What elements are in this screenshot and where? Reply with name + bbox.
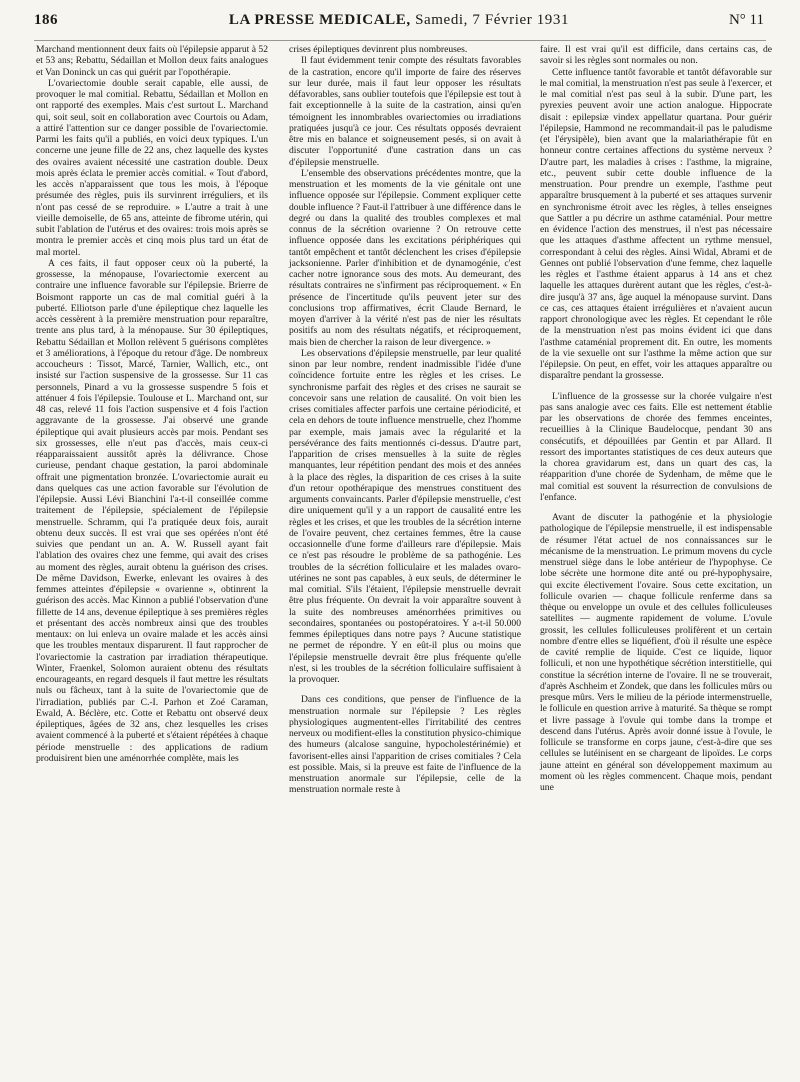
paragraph: Il faut évidemment tenir compte des résultats favorables de la castration, encore qu'il importe de faire des réserves sur leur durée, mais il faut leur opposer les résultats défavorables, sans oublier toutefois que l'épilepsie est tout à fait exceptionnelle à la suite de la castration, ainsi qu'en témoignent les innombrables ovariectomies ou irradiations pratiquées jusqu'à ce jour. Ces résultats opposés devraient être mis en balance et soigneusement pesés, si on avait à discuter l'opportunité d'une castration dans un cas d'épilepsie menstruelle. [289, 55, 521, 168]
paragraph: L'ovariectomie double serait capable, elle aussi, de provoquer le mal comitial. Rebattu, Sédaillan et Mollon en ont rapporté des exemples. Mais c'est surtout L. Marchand qui, soit seul, soit en collaboration avec Courtois ou Adam, a attiré l'attention sur ce danger possible de l'ovariectomie. Parmi les faits qu'il a publiés, en voici deux typiques. L'un concerne une jeune fille de 22 ans, chez laquelle des kystes des ovaires avaient nécessité une castration double. Deux mois après éclata le premier accès comitial. « Tout d'abord, les accès n'apparaissent que tous les mois, à l'époque présumée des règles, puis ils survinrent irréguliers, et ils n'ont pas cessé de se reproduire. » L'autre a trait à une vieille demoiselle, de 65 ans, atteinte de fibrome utérin, qui subit l'ablation de l'utérus et des ovaires: trois mois après se montra le premier accès et cinq mois plus tard un état de mal mortel. [36, 77, 268, 258]
text-column-1 [36, 44, 268, 764]
paragraph: Avant de discuter la pathogénie et la physiologie pathologique de l'épilepsie menstruelle, il est indispensable de résumer l'état actuel de nos connaissances sur le mécanisme de la menstruation. Le primum movens du cycle menstruel siège dans le lobe antérieur de l'hypophyse. Ce lobe sécrète une hormone dite anté ou pré-hypophysaire, qui excite électivement l'ovaire. Sous cette excitation, un follicule ovarien — chaque follicule renferme dans sa thèque ou enveloppe un ovule et des cellules folliculeuses satellites — augmente rapidement de volume. L'ovule grossit, les cellules folliculeuses prolifèrent et un certain nombre d'entre elles se liquéfient, d'où il résulte une espèce de cavité remplie de liquide. C'est ce liquide, liquor folliculi, et non une hypothétique sécrétion interstitielle, qui constitue la sécrétion interne de l'ovaire. Il ne se trouverait, d'après Aschheim et Zondek, que dans les follicules mûrs ou presque mûrs. Vers le milieu de la période intermenstruelle, le follicule en question arrive à maturité. Sa thèque se rompt et livre passage à l'ovule qui tombe dans la trompe et descend dans l'utérus. Après avoir donné issue à l'ovule, le follicule se transforme en corps jaune, c'est-à-dire que ses cellules se lutéinisent en se chargeant de lipoïdes. Le corps jaune atteint en général son développement maximum au moment où les règles commencent. Chaque mois, pendant une [540, 512, 772, 793]
paragraph: A ces faits, il faut opposer ceux où la puberté, la grossesse, la ménopause, l'ovariectomie exercent au contraire une influence favorable sur l'épilepsie. Brierre de Boismont rapporte un cas de mal comitial guéri à la puberté. Elliotson parle d'une épileptique chez laquelle les accès cessèrent à la première menstruation pour reparaître, trente ans plus tard, à la ménopause. Sur 30 épileptiques, Rebattu Sédaillan et Mollon relèvent 5 guérisons complètes et 3 améliorations, à l'époque du retour d'âge. De nombreux accoucheurs : Tissot, Marcé, Tarnier, Wallich, etc., ont insisté sur l'action suspensive de la grossesse. Sur 11 cas personnels, Pinard a vu la grossesse suspendre 5 fois et atténuer 4 fois l'épilepsie. Toulouse et L. Marchand ont, sur 48 cas, relevé 11 fois l'action suspensive et 4 fois l'action aggravante de la grossesse. J'ai observé une grande épileptique qui avait plusieurs accès par mois. Pendant ses six grossesses, elle n'eut pas d'accès, mais ceux-ci réapparaissaient aussitôt après la délivrance. Chose curieuse, pendant chaque gestation, la paroi abdominale offrait une pigmentation bronzée. L'ovariectomie aurait eu dans quelques cas une action favorable sur l'évolution de l'épilepsie. Aussi Lévi Bianchini l'a-t-il conseillée comme traitement de l'épilepsie, spécialement de l'épilepsie menstruelle. Schramm, qui l'a pratiquée deux fois, aurait obtenu deux succès. Il est vrai que ses opérées n'ont été suivies que pendant un an. A. W. Russell ayant fait l'ablation des ovaires chez une femme, qui avait des crises au moment des règles, aurait obtenu la guérison des crises. De même Davidson, Ewerke, enlevant les ovaires à des femmes atteintes d'épilepsie « ovarienne », obtinrent la guérison des accès. Mac Kinnon a publié l'observation d'une fillette de 14 ans, devenue épileptique à ses premières règles et présentant des accès nombreux ainsi que des troubles mentaux: on lui enleva un ovaire malade et les accès ainsi que les troubles mentaux disparurent. Il faut rapprocher de l'ovariectomie la castration par irradiation thérapeutique. Winter, Fraenkel, Solomon auraient obtenu des résultats encourageants, en regard desquels il faut mettre les résultats nuls ou fâcheux, tant à la suite de l'ovariectomie que de l'irradiation, publiés par C.-I. Parhon et Zoé Caraman, Ewald, A. Béclère, etc. Cotte et Rebattu ont observé deux épileptiques, âgées de 32 ans, chez lesquelles les crises avaient commencé à la puberté et s'étaient répétées à chaque période menstruelle : des applications de radium produisirent bien une aménorrhée complète, mais les [36, 257, 268, 764]
header-rule [34, 40, 766, 41]
paragraph: Dans ces conditions, que penser de l'influence de la menstruation normale sur l'épilepsie ? Les règles physiologiques augmentent-elles l'irritabilité des centres nerveux ou modifient-elles la constitution physico-chimique des humeurs (alcalose sanguine, hypocholestérinémie) et favorisent-elles ainsi l'apparition de crises comitiales ? Cela est possible. Mais, si la preuve est faite de l'influence de la menstruation anormale sur l'épilepsie, celle de la menstruation normale reste à [289, 694, 521, 796]
paragraph: faire. Il est vrai qu'il est difficile, dans certains cas, de savoir si les règles sont normales ou non. [540, 44, 772, 67]
issue-date: Samedi, 7 Février 1931 [415, 12, 570, 28]
paragraph: Les observations d'épilepsie menstruelle, par leur qualité sinon par leur nombre, rendent inadmissible l'idée d'une coïncidence fortuite entre les règles et les crises. Le synchronisme parfait des règles et des crises ne saurait se concevoir sans une relation de causalité. On voit bien les crises comitiales affecter parfois une certaine périodicité, et cela en dehors de toute influence menstruelle, chez l'homme par exemple, mais jamais avec la régularité et la persévérance des faits mentionnés ci-dessus. D'autre part, l'apparition de crises mensuelles à la suite de règles manquantes, leur répétition pendant des mois et des années à la place des règles, la disparition de ces crises à la suite d'un retour opothérapique des menstrues constituent des arguments convaincants. Parler d'épilepsie menstruelle, c'est dire uniquement qu'il y a un rapport de causalité entre les règles et les crises, et que les troubles de la sécrétion interne de l'ovaire peuvent, chez certaines femmes, être la cause occasionnelle d'une forme d'ailleurs rare d'épilepsie. Mais ce n'est pas résoudre le problème de sa pathogénie. Les troubles de la sécrétion folliculaire et les malades ovaro-utérines ne sont pas capables, à eux seuls, de déterminer le mal comitial. S'ils l'étaient, l'épilepsie menstruelle devrait être plus fréquente. On devrait la voir apparaître souvent à la suite des nombreuses aménorrhées primitives ou secondaires, spontanées ou postopératoires. Y a-t-il 50.000 femmes épileptiques dans notre pays ? Aucune statistique ne permet de répondre. Y en eût-il plus ou moins que l'épilepsie menstruelle devrait être plus fréquente qu'elle n'est, si les troubles de la sécrétion folliculaire suffisaient à la provoquer. [289, 347, 521, 685]
running-title [34, 12, 764, 29]
issue-number: N° 11 [728, 12, 764, 28]
page-number: 186 [34, 12, 58, 28]
paragraph: L'influence de la grossesse sur la chorée vulgaire n'est pas sans analogie avec ces faits. Elle est nettement établie par les observations de chorée des femmes enceintes, recueillies à la Clinique Baudelocque, pendant 30 ans consécutifs, et dépouillées par Gentin et par Allard. Il ressort des importantes statistiques de ces deux auteurs que la chorea gravidarum est, dans un quart des cas, la réapparition d'une chorée de Sydenham, de même que le mal comitial est souvent la résurrection de convulsions de l'enfance. [540, 390, 772, 503]
paragraph: Cette influence tantôt favorable et tantôt défavorable sur le mal comitial, la menstruation n'est pas seule à l'exercer, et le mal comitial n'est pas seul à la subir. D'une part, les pyrexies peuvent avoir une action analogue. Hippocrate disait : epilepsiæ vindex appellatur quartana. Pour guérir l'épilepsie, Hammond ne recommandait-il pas le paludisme (et l'érysipèle), bien avant que la malariathérapie fût en honneur contre certaines affections du système nerveux ? D'autre part, les maladies à crises : l'asthme, la migraine, etc., peuvent subir cette double influence de la menstruation. Pour prendre un exemple, l'asthme peut apparaître brusquement à la puberté et ses attaques survenir en synchronisme étroit avec les règles, à telles enseignes que Sattler a pu décrire un asthme cataménial. Pour mettre en évidence l'action des menstrues, il n'est pas nécessaire que les attaques d'asthme affectent un rythme mensuel, correspondant à celui des règles. Ainsi Widal, Abrami et de Gennes ont publié l'observation d'une femme, chez laquelle les règles et l'asthme étaient apparus à 14 ans et chez laquelle les attaques durèrent autant que les règles, c'est-à-dire jusqu'à 37 ans, âge auquel la ménopause survint. Dans ce cas, ces attaques étaient irrégulières et n'avaient aucun rapport chronologique avec les règles. Et cependant le rôle de la menstruation n'est pas moins évident ici que dans l'asthme cataménial proprement dit. En outre, les moments de la vie sexuelle ont sur l'asthme la même action que sur l'épilepsie. On peut, en effet, voir les attaques apparaître ou disparaître pendant la grossesse. [540, 66, 772, 382]
paragraph: Marchand mentionnent deux faits où l'épilepsie apparut à 52 et 53 ans; Rebattu, Sédaillan et Mollon deux faits analogues et Van Doninck un cas qui guérit par l'opothérapie. [36, 44, 268, 78]
paragraph: crises épileptiques devinrent plus nombreuses. [289, 44, 468, 55]
page-header [34, 12, 764, 34]
text-column-3 [540, 44, 772, 793]
journal-title: LA PRESSE MEDICALE, [228, 12, 411, 28]
text-column-2 [289, 44, 521, 796]
paragraph: L'ensemble des observations précédentes montre, que la menstruation et les moments de la vie génitale ont une influence opposée sur l'épilepsie. Comment expliquer cette double influence ? Faut-il l'attribuer à une différence dans le degré ou dans la qualité des troubles complexes et mal connus de la sécrétion ovarienne ? On retrouve cette influence opposée dans les excitations périphériques qui tantôt empêchent et tantôt déclenchent les crises d'épilepsie jacksonienne. Parler d'inhibition et de dynamogénie, c'est cacher notre ignorance sous des mots. Au demeurant, des résultats contraires ne s'infirment pas réciproquement. « En présence de l'incertitude qu'ils peuvent jeter sur des conclusions trop affirmatives, écrit Claude Bernard, le moyen d'arriver à la vérité n'est pas de nier les résultats positifs au nom des résultats négatifs, et réciproquement, mais bien de chercher la raison de leur divergence. » [289, 167, 521, 348]
